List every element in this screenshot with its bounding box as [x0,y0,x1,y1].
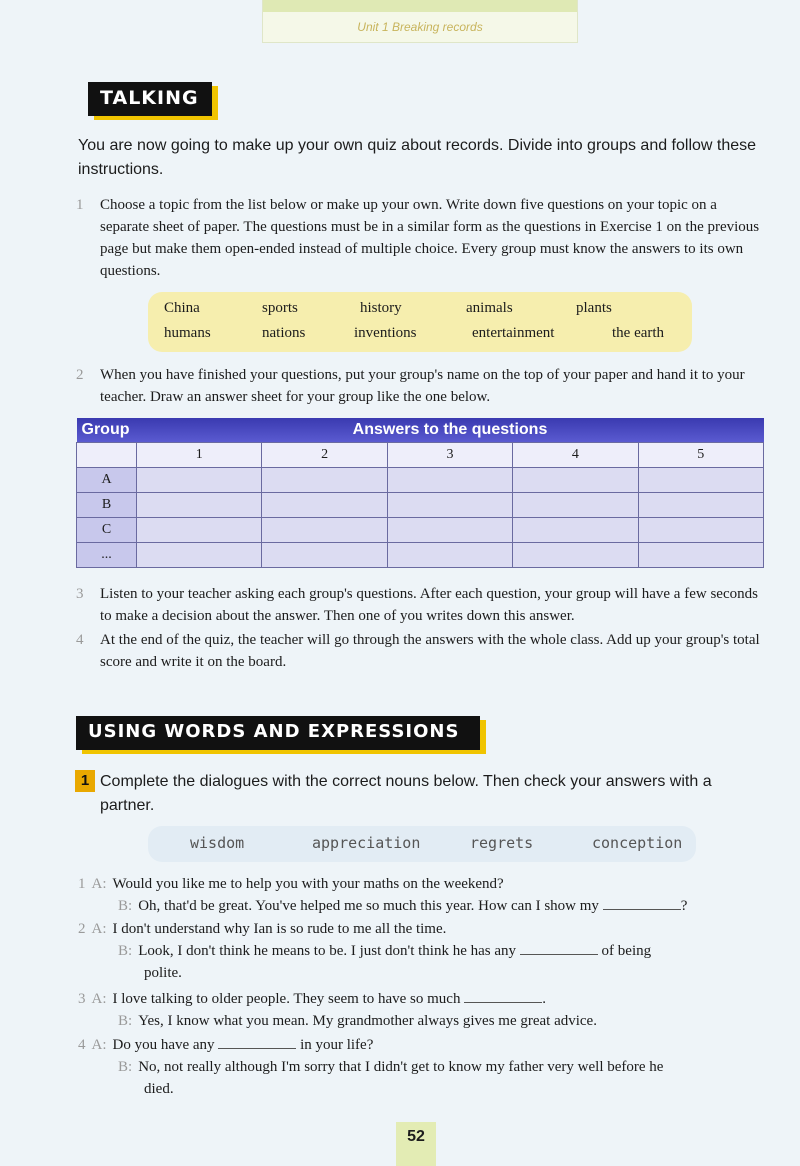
group-label: A [77,468,137,493]
answer-cell [262,543,387,568]
table-cell [77,443,137,468]
group-header: Group [77,418,137,443]
dialogue-text: I don't understand why Ian is so rude to me all the time. [112,921,447,937]
answer-cell [387,468,512,493]
speaker-b: B: [118,1013,133,1029]
answer-cell [513,493,638,518]
answer-blank[interactable] [520,940,598,955]
answer-cell [387,543,512,568]
speaker-a: A: [91,1037,107,1053]
vocab-box [148,826,696,862]
running-title: Unit 1 Breaking records [357,20,483,34]
topic-item: the earth [612,325,665,341]
topic-item: humans [164,325,211,341]
dialogue-number: 3 [78,991,86,1007]
table-row [77,468,764,493]
answer-blank[interactable] [218,1034,296,1049]
talking-intro: You are now going to make up your own quiz about records. Divide into groups and follow these instructions. [78,137,757,178]
dialogue-text: Look, I don't think he means to be. I just don't think he has any [138,943,517,959]
topic-item: nations [262,325,306,341]
words-title: USING WORDS AND EXPRESSIONS [76,716,480,750]
header-stripe [263,0,577,12]
step-text: Listen to your teacher asking each group's questions. After each question, your group will have a few seconds to make a decision about the answer. Then one of you writes down this answer. [100,586,758,624]
dialogue-text: No, not really although I'm sorry that I didn't get to know my father very well before he [138,1059,664,1075]
answer-cell [638,493,763,518]
step-1 [76,194,764,282]
words-banner [76,716,480,750]
answer-cell [513,543,638,568]
step-3 [76,583,764,627]
question-number: 1 [137,443,262,468]
dialogue-number: 2 [78,921,86,937]
answer-cell [262,468,387,493]
answer-cell [137,493,262,518]
topic-item: animals [466,300,513,316]
page-number: 52 [396,1122,436,1166]
dialogue-line-a [78,1034,766,1056]
speaker-b: B: [118,898,133,914]
dialogue-text: of being [601,943,652,959]
answer-cell [387,518,512,543]
topic-item: sports [262,300,298,316]
dialogue-1 [78,873,766,917]
table-row [77,543,764,568]
table-row [77,493,764,518]
step-number: 1 [76,197,84,213]
talking-title: TALKING [88,82,212,116]
answer-cell [513,518,638,543]
topic-list [148,292,692,352]
table-row [77,443,764,468]
question-number: 2 [262,443,387,468]
answers-header: Answers to the questions [137,418,764,443]
dialogue-continuation: died. [144,1081,174,1097]
speaker-b: B: [118,1059,133,1075]
topic-item: inventions [354,325,417,341]
dialogue-line-b [100,940,766,962]
answer-cell [513,468,638,493]
answer-blank[interactable] [464,988,542,1003]
dialogue-text: ? [680,898,688,914]
dialogue-line-a [78,918,766,940]
answer-cell [638,518,763,543]
step-number: 4 [76,632,84,648]
group-label: C [77,518,137,543]
dialogue-text: . [542,991,546,1007]
topic-item: history [360,300,402,316]
dialogue-text: I love talking to older people. They seem to have so much [112,991,461,1007]
answer-cell [137,518,262,543]
running-header [262,0,578,43]
step-2 [76,364,764,408]
dialogue-text: Do you have any [112,1037,215,1053]
answer-sheet-table [76,418,764,568]
table-header-row [77,418,764,443]
topic-item: entertainment [472,325,555,341]
exercise-number: 1 [75,770,95,792]
dialogue-text: in your life? [300,1037,374,1053]
answer-cell [638,468,763,493]
step-text: When you have finished your questions, put your group's name on the top of your paper and hand it to your teacher. Draw an answer sheet for your group like the one below. [100,367,745,405]
vocab-word: appreciation [312,834,421,852]
topic-item: China [164,300,200,316]
question-number: 3 [387,443,512,468]
step-number: 2 [76,367,84,383]
vocab-word: regrets [470,834,534,852]
dialogue-line-a [78,988,766,1010]
question-number: 5 [638,443,763,468]
vocab-word: conception [592,834,683,852]
step-text: Choose a topic from the list below or make up your own. Write down five questions on your topic on a separate sheet of paper. The questions must be in a similar form as the questions in Exercise 1 on the previous page but make them open-ended instead of multiple choice. Every group must know the answers to its own questions. [100,197,760,279]
dialogue-3 [78,988,766,1032]
dialogue-text: Yes, I know what you mean. My grandmother always gives me great advice. [138,1013,597,1029]
speaker-b: B: [118,943,133,959]
step-number: 3 [76,586,84,602]
dialogue-text: Oh, that'd be great. You've helped me so much this year. How can I show my [138,898,599,914]
topic-item: plants [576,300,612,316]
question-number: 4 [513,443,638,468]
group-label: B [77,493,137,518]
step-4 [76,629,764,673]
step-text: At the end of the quiz, the teacher will go through the answers with the whole class. Add up your group's total score and write it on the board. [100,632,760,670]
speaker-a: A: [91,991,107,1007]
talking-banner [88,82,212,116]
answer-cell [387,493,512,518]
answer-cell [262,493,387,518]
answer-cell [638,543,763,568]
dialogue-text: Would you like me to help you with your maths on the weekend? [112,876,504,892]
answer-cell [137,468,262,493]
dialogue-line-b [100,1056,766,1078]
table-row [77,518,764,543]
dialogue-line-b [100,895,766,917]
dialogue-number: 1 [78,876,86,892]
group-label: ... [77,543,137,568]
dialogue-line-a [78,873,766,895]
dialogue-4 [78,1034,766,1100]
exercise-instruction: Complete the dialogues with the correct nouns below. Then check your answers with a partner. [100,773,712,814]
answer-blank[interactable] [603,895,681,910]
answer-cell [262,518,387,543]
speaker-a: A: [91,876,107,892]
answer-cell [137,543,262,568]
dialogue-2 [78,918,766,984]
dialogue-line-b [100,1010,766,1032]
dialogue-continuation: polite. [144,965,182,981]
speaker-a: A: [91,921,107,937]
dialogue-number: 4 [78,1037,86,1053]
vocab-word: wisdom [190,834,245,852]
